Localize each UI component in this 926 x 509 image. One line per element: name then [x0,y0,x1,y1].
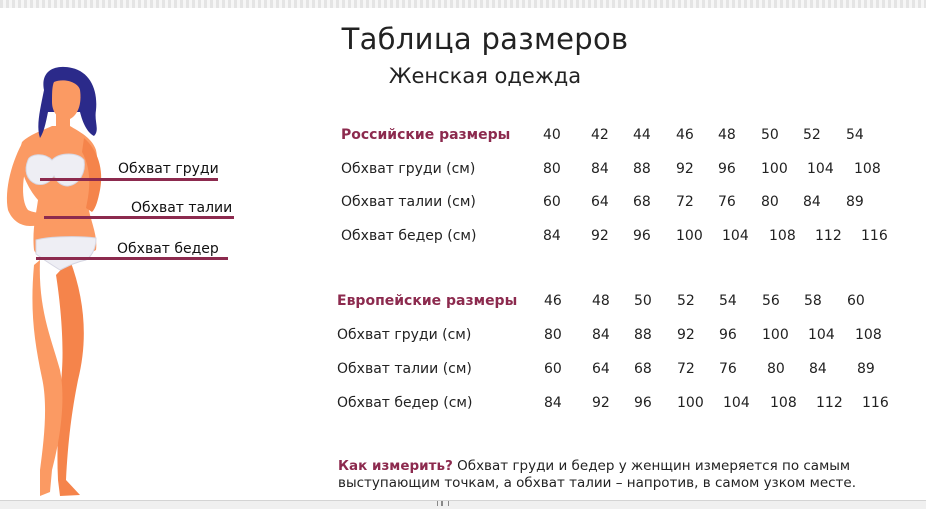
size-cell: 60 [847,293,865,309]
size-cell: 54 [846,127,864,143]
size-cell: 48 [718,127,736,143]
value-cell: 96 [634,395,652,411]
size-cell: 52 [677,293,695,309]
value-cell: 80 [767,361,785,377]
waist-measure-line [44,216,234,219]
value-cell: 92 [591,228,609,244]
scrollbar-grip-icon[interactable] [437,501,449,506]
value-cell: 76 [719,361,737,377]
size-cell: 40 [543,127,561,143]
size-cell: 44 [633,127,651,143]
value-cell: 100 [761,161,788,177]
size-cell: 48 [592,293,610,309]
value-cell: 88 [633,161,651,177]
value-cell: 108 [854,161,881,177]
size-cell: 50 [634,293,652,309]
value-cell: 76 [718,194,736,210]
value-cell: 89 [857,361,875,377]
value-cell: 100 [676,228,703,244]
value-cell: 80 [544,327,562,343]
value-cell: 96 [719,327,737,343]
size-cell: 56 [762,293,780,309]
value-cell: 108 [855,327,882,343]
value-cell: 80 [543,161,561,177]
value-cell: 84 [592,327,610,343]
size-cell: 42 [591,127,609,143]
row-label: Обхват бедер (см) [341,228,477,244]
value-cell: 96 [718,161,736,177]
value-cell: 68 [634,361,652,377]
value-cell: 64 [592,361,610,377]
page-title: Таблица размеров [341,22,629,56]
value-cell: 104 [808,327,835,343]
value-cell: 84 [803,194,821,210]
value-cell: 88 [634,327,652,343]
size-cell: 58 [804,293,822,309]
value-cell: 72 [676,194,694,210]
size-cell: 46 [676,127,694,143]
hips-measure-line [36,257,228,260]
top-page-edge [0,0,926,8]
page-subtitle: Женская одежда [388,64,582,88]
value-cell: 112 [816,395,843,411]
value-cell: 60 [544,361,562,377]
value-cell: 80 [761,194,779,210]
value-cell: 116 [862,395,889,411]
value-cell: 108 [770,395,797,411]
row-label: Обхват талии (см) [341,194,476,210]
value-cell: 100 [677,395,704,411]
value-cell: 92 [676,161,694,177]
value-cell: 104 [723,395,750,411]
value-cell: 104 [807,161,834,177]
value-cell: 89 [846,194,864,210]
value-cell: 92 [677,327,695,343]
value-cell: 84 [809,361,827,377]
measurement-note [338,458,898,492]
value-cell: 108 [769,228,796,244]
value-cell: 60 [543,194,561,210]
russian-sizes-heading: Российские размеры [341,127,511,143]
size-cell: 52 [803,127,821,143]
value-cell: 104 [722,228,749,244]
figure-face [52,80,81,120]
row-label: Обхват бедер (см) [337,395,473,411]
figure-briefs [36,237,96,270]
chest-measure-label: Обхват груди [118,161,219,177]
value-cell: 84 [591,161,609,177]
value-cell: 64 [591,194,609,210]
value-cell: 92 [592,395,610,411]
row-label: Обхват груди (см) [341,161,476,177]
row-label: Обхват талии (см) [337,361,472,377]
value-cell: 68 [633,194,651,210]
value-cell: 112 [815,228,842,244]
european-sizes-heading: Европейские размеры [337,293,518,309]
value-cell: 84 [543,228,561,244]
size-cell: 50 [761,127,779,143]
chest-measure-line [40,178,218,181]
value-cell: 72 [677,361,695,377]
value-cell: 100 [762,327,789,343]
hips-measure-label: Обхват бедер [117,241,219,257]
row-label: Обхват груди (см) [337,327,472,343]
note-lead: Как измерить? [338,458,453,474]
value-cell: 116 [861,228,888,244]
value-cell: 96 [633,228,651,244]
size-cell: 54 [719,293,737,309]
woman-figure-illustration [0,60,130,500]
value-cell: 84 [544,395,562,411]
waist-measure-label: Обхват талии [131,200,233,216]
size-cell: 46 [544,293,562,309]
note-text: Обхват груди и бедер у женщин измеряется по самым выступающим точкам, а обхват талии – напротив, в самом узком месте. [338,458,857,491]
